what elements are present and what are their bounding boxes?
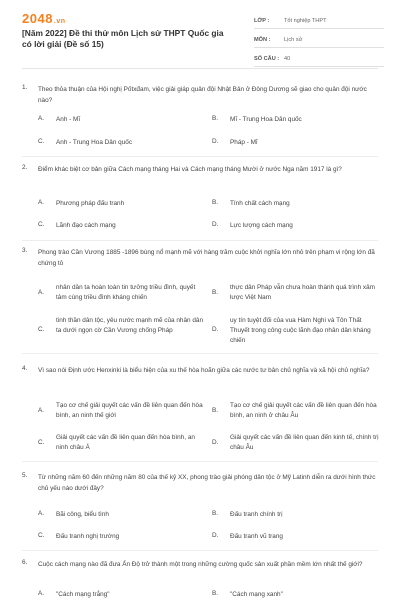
option-text: Giải quyết các vấn đề liên quan đến hòa bình, an ninh châu Á <box>56 434 195 451</box>
question-number: 3. <box>22 247 28 254</box>
option-letter: C. <box>38 221 45 228</box>
exam-header <box>0 0 400 60</box>
option-letter: D. <box>212 221 219 228</box>
meta-value: 40 <box>284 56 291 62</box>
option-letter: B. <box>212 510 219 517</box>
option-text: "Cách mạng xanh" <box>230 591 283 598</box>
exam-title: [Năm 2022] Đề thi thử môn Lịch sử THPT Quốc gia có lời giải (Đề số 15) <box>22 28 224 49</box>
option-text: "Cách mạng trắng" <box>56 591 110 598</box>
question-text: Phong trào Cần Vương 1885 -1896 bùng nổ mạnh mẽ với hàng trăm cuộc khởi nghĩa lớn nhỏ trên phạm vi rộng lớn đã chứng tỏ <box>38 249 375 267</box>
option-text: Lực lượng cách mạng <box>230 222 293 229</box>
option-text: Đấu tranh vũ trang <box>230 533 283 540</box>
question-number: 1. <box>22 84 28 91</box>
question-number: 6. <box>22 559 28 566</box>
question-divider <box>22 156 378 157</box>
question-text: Theo thỏa thuận của Hội nghị Pốtxđam, việc giải giáp quân đội Nhật Bản ở Đông Dương sẽ giao cho quân đội nước nào? <box>38 86 367 104</box>
meta-label: MÔN : <box>254 37 271 43</box>
question-text: Cuộc cách mạng nào đã đưa Ấn Độ trở thành một trong những cường quốc sản xuất phần mềm lớn nhất thế giới? <box>38 561 363 568</box>
option-letter: C. <box>38 138 45 145</box>
option-letter: A. <box>38 590 45 597</box>
header-divider <box>22 68 378 69</box>
question-divider <box>22 240 378 241</box>
option-letter: B. <box>212 407 219 414</box>
option-text: Pháp - Mĩ <box>230 139 258 146</box>
question-4 <box>22 365 382 395</box>
question-3 <box>22 247 382 277</box>
option-text: Tạo cơ chế giải quyết các vấn đề liên quan đến hòa bình, an ninh ở châu Âu <box>230 402 377 419</box>
option-letter: A. <box>38 115 45 122</box>
question-1 <box>22 84 382 144</box>
option-text: thực dân Pháp vẫn chưa hoàn thành quá trình xâm lược Việt Nam <box>230 284 375 301</box>
meta-value: Tốt nghiệp THPT <box>284 18 327 24</box>
question-divider <box>22 461 378 462</box>
question-text: Điểm khác biệt cơ bản giữa Cách mạng tháng Hai và Cách mạng tháng Mười ở nước Nga năm 1917 là gì? <box>38 166 342 173</box>
option-letter: A. <box>38 289 45 296</box>
question-5 <box>22 472 382 502</box>
option-text: Bãi công, biểu tình <box>56 511 109 518</box>
option-text: Anh - Trung Hoa Dân quốc <box>56 139 133 146</box>
option-letter: C. <box>38 439 45 446</box>
meta-label: LỚP : <box>254 18 270 24</box>
option-letter: B. <box>212 590 219 597</box>
option-letter: A. <box>38 407 45 414</box>
meta-row-count <box>254 52 384 67</box>
option-letter: D. <box>212 439 219 446</box>
option-letter: A. <box>38 510 45 517</box>
option-text: Tính chất cách mạng <box>230 200 290 207</box>
logo-suffix: .vn <box>53 18 66 25</box>
question-number: 4. <box>22 365 28 372</box>
meta-label: SỐ CÂU : <box>254 56 280 62</box>
meta-row-subject <box>254 33 384 48</box>
option-text: nhân dân ta hoàn toàn tin tưởng triều đình, quyết tâm cùng triều đình kháng chiến <box>56 284 196 301</box>
question-divider <box>22 550 378 551</box>
question-number: 5. <box>22 472 28 479</box>
option-text: Phương pháp đấu tranh <box>56 200 125 207</box>
question-divider <box>22 353 378 354</box>
option-text: Tạo cơ chế giải quyết các vấn đề liên quan đến hòa bình, an ninh thế giới <box>56 402 203 419</box>
option-letter: D. <box>212 326 219 333</box>
question-6 <box>22 559 382 583</box>
option-text: Đấu tranh nghị trường <box>56 533 120 540</box>
option-letter: B. <box>212 115 219 122</box>
question-number: 2. <box>22 164 28 171</box>
option-text: Anh - Mĩ <box>56 116 81 123</box>
option-text: Giải quyết các vấn đề liên quan đến kinh tế, chính trị châu Âu <box>230 434 379 451</box>
option-text: Mĩ - Trung Hoa Dân quốc <box>230 116 302 123</box>
meta-row-class <box>254 14 384 29</box>
option-letter: B. <box>212 199 219 206</box>
meta-value: Lịch sử <box>284 37 303 43</box>
option-letter: D. <box>212 138 219 145</box>
exam-meta <box>254 14 384 71</box>
question-text: Từ những năm 60 đến những năm 80 của thế kỷ XX, phong trào giải phóng dân tộc ở Mỹ Latinh diễn ra dưới hình thức chủ yếu nào dưới đây? <box>38 474 376 492</box>
option-text: Lãnh đạo cách mạng <box>56 222 116 229</box>
option-text: tinh thần dân tộc, yêu nước mạnh mẽ của nhân dân ta dưới ngọn cờ Cần Vương chống Pháp <box>56 317 204 334</box>
option-letter: C. <box>38 326 45 333</box>
site-logo[interactable] <box>22 11 66 26</box>
option-letter: B. <box>212 289 219 296</box>
question-2 <box>22 164 382 194</box>
option-text: uy tín tuyệt đối của vua Hàm Nghi và Tôn Thất Thuyết trong công cuộc lãnh đạo nhân dân kháng chiến <box>230 317 371 344</box>
option-letter: A. <box>38 199 45 206</box>
option-letter: D. <box>212 532 219 539</box>
option-letter: C. <box>38 532 45 539</box>
option-text: Đấu tranh chính trị <box>230 511 283 518</box>
logo-text: 2048 <box>22 11 53 26</box>
question-text: Vì sao nói Định ước Henxinki là biểu hiện của xu thế hòa hoãn giữa các nước tư bản chủ nghĩa và xã hội chủ nghĩa? <box>38 367 370 374</box>
